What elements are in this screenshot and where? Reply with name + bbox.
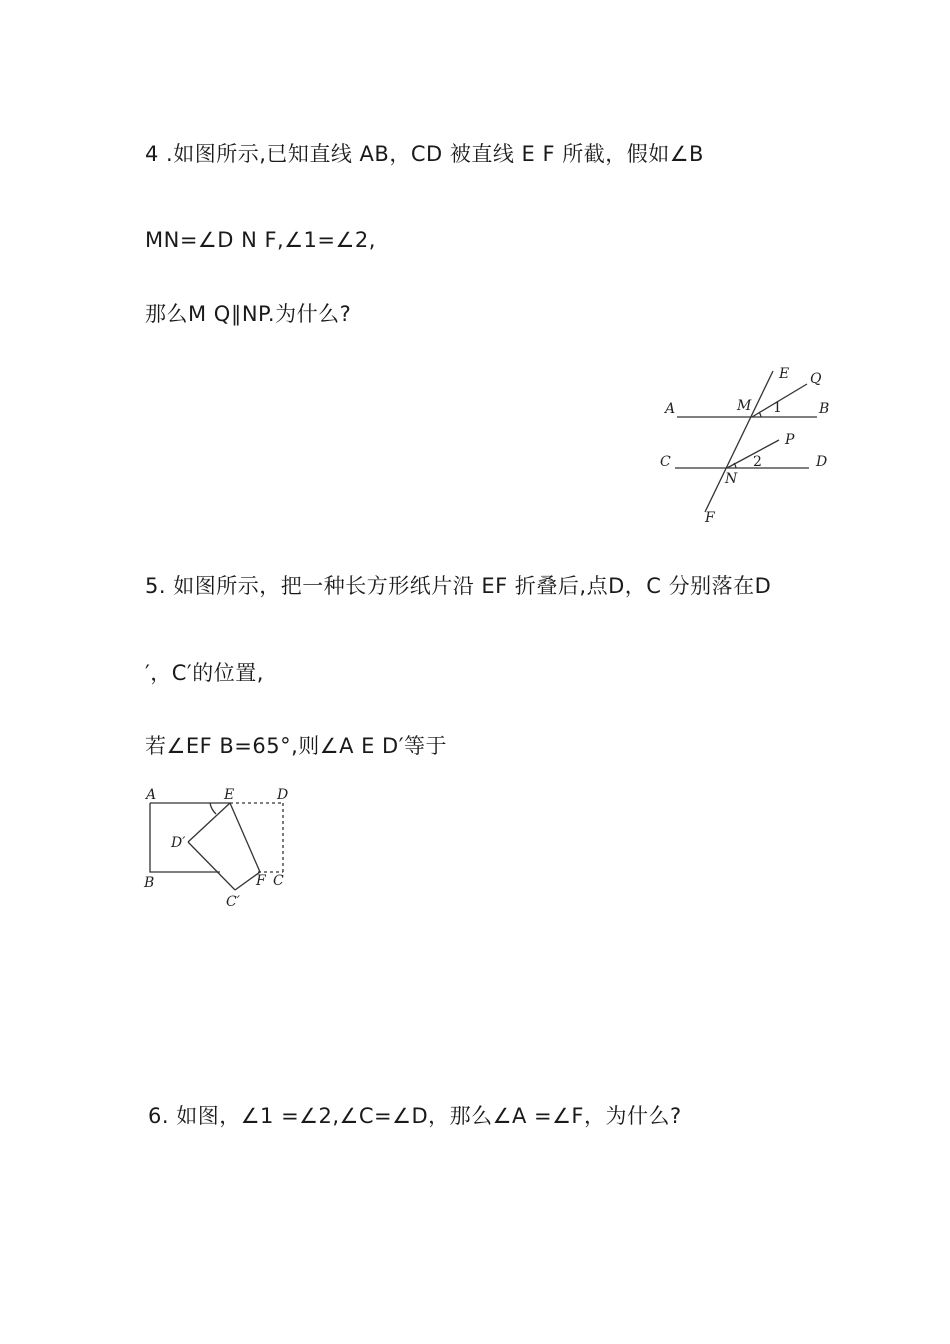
label-p: P — [785, 432, 795, 448]
fold-ef — [230, 803, 260, 872]
angle-1-arc — [759, 412, 761, 417]
label-n: N — [725, 471, 738, 487]
label-q: Q — [810, 371, 822, 387]
q5-line1: 5. 如图所示，把一种长方形纸片沿 EF 折叠后,点D，C 分别落在D — [145, 574, 772, 598]
label-c: C — [660, 454, 671, 470]
q4-line2: MN=∠D N F,∠1=∠2, — [145, 228, 376, 252]
label-d: D — [816, 454, 828, 470]
label-e: E — [224, 787, 235, 803]
label-c: C — [273, 873, 284, 889]
q4-line1: 4 .如图所示,已知直线 AB，CD 被直线 E F 所截，假如∠B — [145, 142, 704, 166]
label-d-prime: D′ — [171, 835, 186, 851]
label-m: M — [737, 398, 752, 414]
q6-line1: 6. 如图，∠1 =∠2,∠C=∠D，那么∠A =∠F，为什么? — [148, 1104, 682, 1128]
label-e: E — [779, 366, 790, 382]
label-d: D — [277, 787, 289, 803]
label-a: A — [146, 787, 157, 803]
q5-line2: ′，C′的位置, — [145, 661, 264, 685]
label-f: F — [256, 873, 266, 889]
q4-line3: 那么M Q∥NP.为什么? — [145, 302, 352, 326]
angle-aed-arc — [210, 803, 216, 814]
label-f: F — [705, 510, 715, 526]
q4-figure — [655, 362, 845, 532]
line-ef — [705, 371, 773, 512]
label-b: B — [819, 401, 830, 417]
label-2: 2 — [753, 454, 762, 470]
label-a: A — [665, 401, 676, 417]
q5-line3: 若∠EF B=65°,则∠A E D′等于 — [145, 734, 447, 758]
edge-dprime-cprime — [188, 842, 235, 890]
label-b: B — [144, 875, 155, 891]
q5-figure — [140, 784, 300, 912]
edge-ed-prime — [188, 803, 230, 842]
label-1: 1 — [773, 400, 782, 416]
label-c-prime: C′ — [226, 894, 240, 910]
